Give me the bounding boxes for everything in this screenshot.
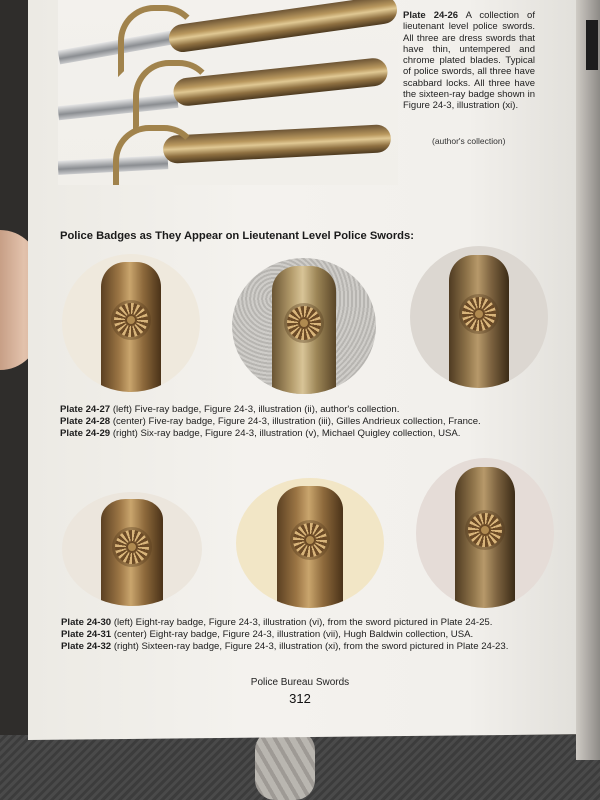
caption-label: Plate 24-27	[60, 404, 111, 415]
badge-photo-24-30	[62, 492, 202, 606]
plate-24-26-caption	[403, 10, 535, 112]
running-footer: Police Bureau Swords	[250, 677, 350, 688]
caption-text: (right) Six-ray badge, Figure 24-3, illustration (v), Michael Quigley collection, USA.	[112, 428, 461, 439]
six-ray-badge	[462, 297, 496, 331]
plate-24-26-text: A collection of lieutenant level police swords. All three are dress swords that have thin, untempered and chrome plated blades. Typical of police swords, all three have scabbard locks. All three have the sixteen-ray badge shown in Figure 24-3, illustration (xi).	[403, 10, 535, 112]
badge-photo-24-29	[410, 246, 548, 388]
caption-24-30	[61, 617, 492, 629]
caption-text: (center) Eight-ray badge, Figure 24-3, illustration (vii), Hugh Baldwin collection, USA.	[113, 629, 474, 640]
caption-24-29	[60, 428, 460, 440]
caption-24-27	[60, 404, 399, 416]
caption-text: (right) Sixteen-ray badge, Figure 24-3, illustration (xi), from the sword pictured in Plate 24-23.	[113, 641, 509, 652]
sword-guard-2	[133, 60, 215, 132]
caption-label: Plate 24-28	[60, 416, 111, 427]
caption-24-31	[61, 629, 473, 641]
caption-label: Plate 24-31	[61, 629, 112, 640]
section-heading: Police Badges as They Appear on Lieutenant Level Police Swords:	[60, 230, 414, 242]
next-page-edge	[576, 0, 600, 760]
eight-ray-badge	[115, 530, 149, 564]
caption-text: (left) Five-ray badge, Figure 24-3, illustration (ii), author's collection.	[112, 404, 400, 415]
caption-24-28	[60, 416, 481, 428]
caption-text: (left) Eight-ray badge, Figure 24-3, illustration (vi), from the sword pictured in Plate 24-25.	[113, 617, 493, 628]
caption-label: Plate 24-29	[60, 428, 111, 439]
badge-photo-24-28	[232, 258, 376, 394]
sixteen-ray-badge	[468, 513, 502, 547]
badge-photo-24-27	[62, 254, 200, 392]
drawstring-cord	[255, 730, 315, 800]
badge-photo-24-32	[416, 458, 554, 608]
caption-24-32	[61, 641, 508, 653]
caption-label: Plate 24-32	[61, 641, 112, 652]
caption-text: (center) Five-ray badge, Figure 24-3, illustration (iii), Gilles Andrieux collection, France.	[112, 416, 481, 427]
sword-guard-3	[113, 125, 200, 185]
page-tab	[586, 20, 598, 70]
five-ray-badge	[114, 303, 148, 337]
plate-24-26-credit: (author's collection)	[432, 136, 506, 146]
swords-photo	[58, 0, 398, 185]
caption-label: Plate 24-30	[61, 617, 112, 628]
page-number: 312	[289, 691, 311, 706]
badge-photo-24-31	[236, 478, 384, 608]
plate-24-26-label: Plate 24-26	[403, 10, 459, 21]
sword-hilt-1	[167, 0, 398, 54]
